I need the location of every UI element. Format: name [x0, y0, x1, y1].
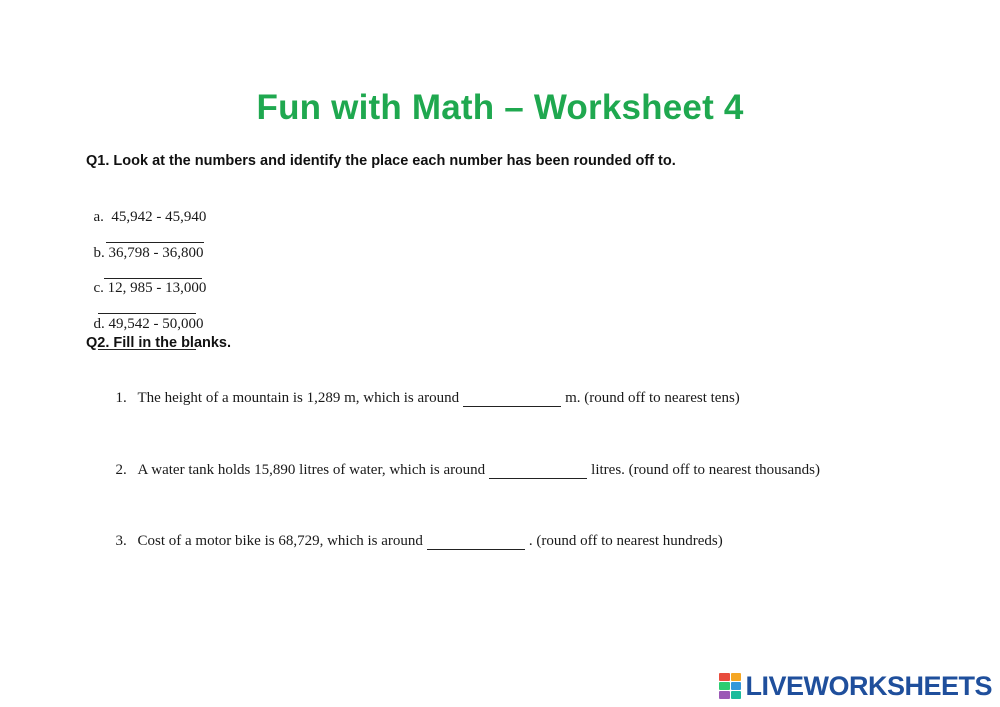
- q1-item-c-text: c. 12, 985 - 13,000: [93, 280, 207, 296]
- question-1-heading: Q1. Look at the numbers and identify the place each number has been rounded off to.: [86, 153, 676, 169]
- q2-item-3-text-after: . (round off to nearest hundreds): [528, 533, 723, 549]
- q1-item-b-text: b. 36,798 - 36,800: [93, 245, 204, 261]
- q2-item-1: [108, 373, 740, 407]
- q1-item-a-text: a. 45,942 - 45,940: [93, 209, 207, 225]
- q2-item-1-text-after: m. (round off to nearest tens): [565, 390, 740, 406]
- q2-item-2-text-after: litres. (round off to nearest thousands): [591, 462, 821, 478]
- q2-item-3-text-before: Cost of a motor bike is 68,729, which is around: [137, 533, 423, 549]
- logo-blocks-icon: [719, 673, 741, 699]
- q2-item-2-text-before: A water tank holds 15,890 litres of water, which is around: [137, 462, 486, 478]
- logo-text: LIVEWORKSHEETS: [745, 670, 992, 701]
- q2-item-2-number: 2.: [115, 462, 127, 478]
- q2-item-1-text-before: The height of a mountain is 1,289 m, which is around: [137, 390, 460, 406]
- q2-item-3-number: 3.: [115, 533, 127, 549]
- q2-answer-2-input[interactable]: [489, 464, 587, 479]
- q2-answer-3-input[interactable]: [427, 535, 525, 550]
- q1-item-d-text: d. 49,542 - 50,000: [93, 316, 204, 332]
- worksheet-title: Fun with Math – Worksheet 4: [256, 88, 744, 127]
- question-2-heading: Q2. Fill in the blanks.: [86, 335, 232, 351]
- q2-item-2: [108, 445, 820, 479]
- liveworksheets-logo: [719, 671, 992, 701]
- q2-item-3: [108, 516, 723, 550]
- q2-item-1-number: 1.: [115, 390, 127, 406]
- q2-answer-1-input[interactable]: [463, 392, 561, 407]
